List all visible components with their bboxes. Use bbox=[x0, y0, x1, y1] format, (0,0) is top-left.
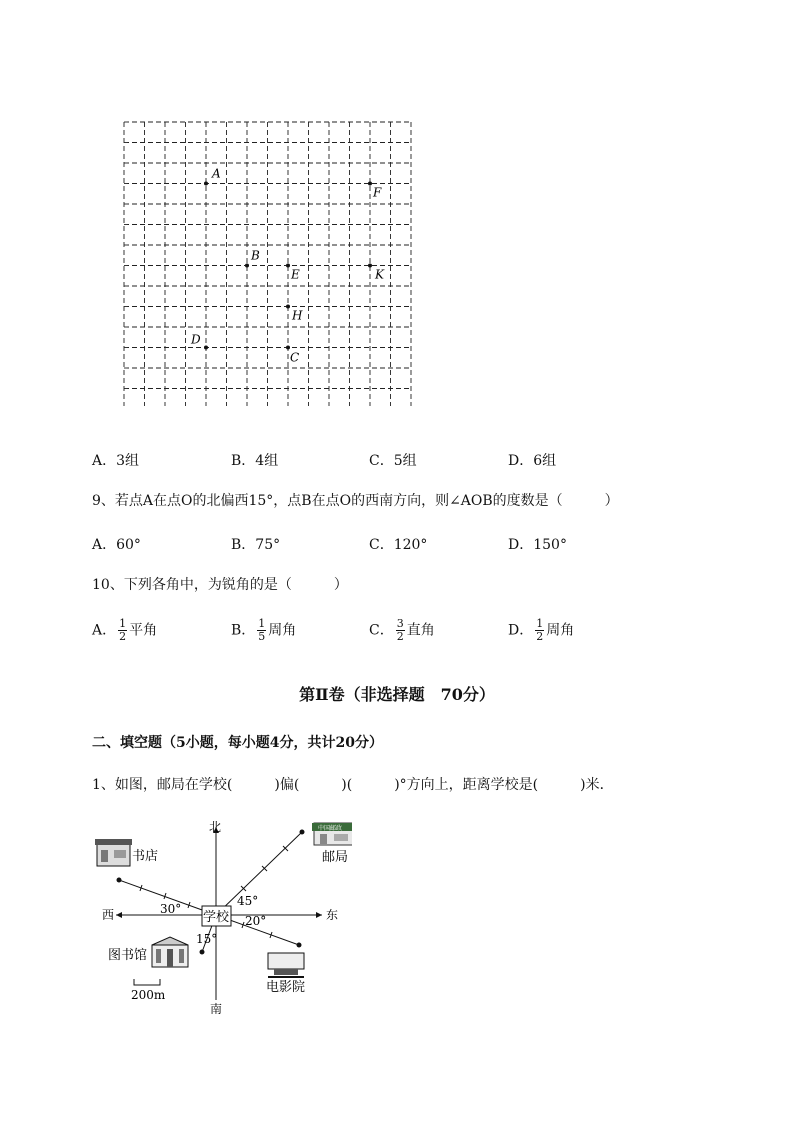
bookstore-label: 书店 bbox=[132, 849, 159, 864]
option-suffix: 平角 bbox=[129, 622, 158, 639]
option-prefix: B． bbox=[231, 622, 256, 639]
grid-lines bbox=[124, 122, 411, 406]
numerator: 3 bbox=[396, 617, 404, 630]
option-suffix: 周角 bbox=[546, 622, 575, 639]
school-label: 学校 bbox=[203, 910, 230, 925]
q9-option-b[interactable]: B．75° bbox=[231, 537, 281, 553]
cinema-icon bbox=[268, 953, 304, 977]
grid-point-label-d: D bbox=[191, 332, 201, 347]
numerator: 1 bbox=[258, 617, 266, 630]
grid-point-label-f: F bbox=[373, 185, 382, 200]
post-office-point bbox=[300, 830, 305, 835]
fraction bbox=[396, 618, 405, 643]
q8-option-d[interactable]: D．6组 bbox=[508, 453, 557, 469]
fraction bbox=[118, 618, 127, 643]
grid-point-c bbox=[286, 346, 290, 350]
post-office-icon bbox=[312, 823, 352, 845]
q9-option-a[interactable]: A．60° bbox=[92, 537, 141, 553]
q10-option-c[interactable] bbox=[369, 618, 435, 643]
grid-point-f bbox=[368, 182, 372, 186]
grid-point-b bbox=[245, 264, 249, 268]
q8-option-a[interactable]: A．3组 bbox=[92, 453, 140, 469]
west-label: 西 bbox=[102, 908, 115, 922]
option-suffix: 直角 bbox=[406, 622, 435, 639]
denominator: 2 bbox=[119, 630, 127, 643]
q9-option-c[interactable]: C．120° bbox=[369, 537, 428, 553]
option-prefix: A． bbox=[92, 622, 117, 639]
grid-point-e bbox=[286, 264, 290, 268]
grid-points bbox=[190, 167, 385, 365]
q8-option-c[interactable]: C．5组 bbox=[369, 453, 417, 469]
angle-15-label: 15° bbox=[196, 932, 218, 946]
grid-point-h bbox=[286, 305, 290, 309]
q8-option-b[interactable]: B．4组 bbox=[231, 453, 279, 469]
q9-option-d[interactable]: D．150° bbox=[508, 537, 567, 553]
denominator: 5 bbox=[258, 630, 266, 643]
q10-stem: 10、下列各角中，为锐角的是（ ） bbox=[92, 577, 348, 593]
dashed-grid-figure bbox=[118, 116, 418, 406]
grid-point-d bbox=[204, 346, 208, 350]
library-point bbox=[200, 950, 205, 955]
cinema-point bbox=[297, 943, 302, 948]
fill-q1-stem: 1、如图，邮局在学校( )偏( )( )°方向上，距离学校是( )米． bbox=[92, 777, 614, 793]
fraction bbox=[257, 618, 266, 643]
option-prefix: C． bbox=[369, 622, 394, 639]
south-label: 南 bbox=[210, 1002, 223, 1016]
scale-label: 200m bbox=[131, 988, 166, 1002]
grid-point-label-e: E bbox=[291, 267, 300, 282]
angle-30-label: 30° bbox=[160, 902, 182, 916]
grid-point-k bbox=[368, 264, 372, 268]
q9-stem: 9、若点A在点O的北偏西15°，点B在点O的西南方向，则∠AOB的度数是（ ） bbox=[92, 493, 619, 509]
grid-point-label-k: K bbox=[375, 267, 384, 282]
q10-option-d[interactable] bbox=[508, 618, 574, 643]
angle-45-label: 45° bbox=[237, 894, 259, 908]
option-prefix: D． bbox=[508, 622, 534, 639]
library-label: 图书馆 bbox=[108, 948, 148, 963]
denominator: 2 bbox=[536, 630, 544, 643]
library-icon bbox=[152, 937, 188, 967]
east-label: 东 bbox=[326, 908, 339, 922]
numerator: 1 bbox=[536, 617, 544, 630]
compass-map-figure bbox=[92, 815, 352, 1020]
cinema-label: 电影院 bbox=[266, 980, 306, 995]
q10-option-a[interactable] bbox=[92, 618, 157, 643]
bookstore-icon bbox=[95, 839, 132, 866]
grid-point-label-h: H bbox=[292, 308, 303, 323]
ray-post-office bbox=[216, 832, 302, 915]
numerator: 1 bbox=[119, 617, 127, 630]
denominator: 2 bbox=[396, 630, 404, 643]
q10-option-b[interactable] bbox=[231, 618, 296, 643]
bookstore-point bbox=[117, 878, 122, 883]
angle-20-label: 20° bbox=[245, 914, 267, 928]
grid-point-label-b: B bbox=[251, 248, 260, 263]
option-suffix: 周角 bbox=[268, 622, 297, 639]
grid-point-label-a: A bbox=[212, 166, 221, 181]
grid-point-a bbox=[204, 182, 208, 186]
fraction bbox=[535, 618, 544, 643]
part-2-title: 二、填空题（5小题，每小题4分，共计20分） bbox=[92, 735, 383, 751]
north-label: 北 bbox=[209, 820, 222, 834]
post-sign: 中国邮政 bbox=[318, 825, 343, 832]
section-2-title: 第Ⅱ卷（非选择题 70分） bbox=[299, 685, 495, 704]
post-office-label: 邮局 bbox=[322, 850, 349, 865]
scale-bar bbox=[134, 979, 160, 985]
grid-point-label-c: C bbox=[290, 350, 300, 365]
